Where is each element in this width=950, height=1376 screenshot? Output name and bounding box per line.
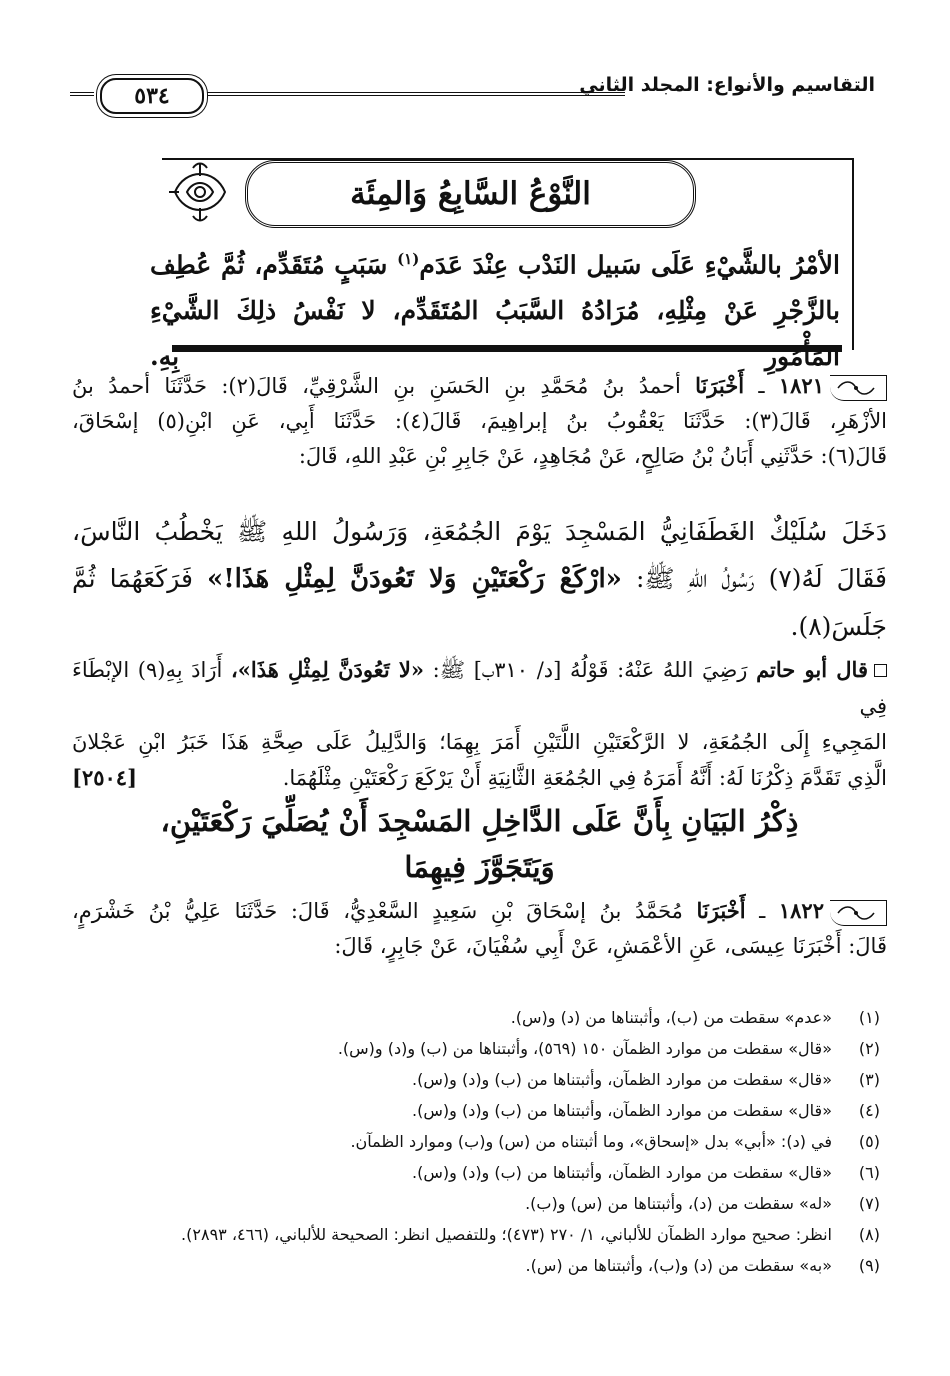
header-title: التقاسيم والأنواع: المجلد الثاني (579, 74, 875, 96)
chapter-text-part: سَبَبٍ مُتَقَدِّم، ثُمَّ عُطِف (150, 250, 388, 280)
chapter-text-line-1 (150, 236, 840, 288)
footnote-text: في (د): «أبي» بدل «إسحاق»، وما أثبتناه من (س) و(ب) وموارد الظمآن. (350, 1132, 832, 1151)
chapter-text-line-2: بالزَّجْرِ عَنْ مِثْلِهِ، مُرَادُهُ السَّبَبُ المُتَقَدِّم، لا نَفْسُ ذلِكَ الشَّيْءِ المَأْمُورِ بِهِ. (150, 296, 840, 372)
isnad-line: قَالَ(٦): حَدَّثَنِي أَبَانُ بْنُ صَالِحٍ، عَنْ مُجَاهِدٍ، عَنْ جَابِرِ بْنِ عَبْدِ اللهِ، قَالَ: (298, 444, 887, 468)
prophetic-quote: «ارْكَعْ رَكْعَتَيْنِ وَلا تَعُودَنَّ لِمِثْلِ هَذَا!» (206, 564, 622, 594)
section-title-line-1: ذِكْرُ البَيَانِ بِأَنَّ عَلَى الدَّاخِلِ المَسْجِدَ أَنْ يُصَلِّيَ رَكْعَتَيْنِ، (160, 804, 799, 838)
floral-ornament-icon (165, 158, 235, 226)
isnad-line: ١٨٢٢ ـ أَخْبَرَنَا مُحَمَّدُ بنُ إسْحَاقَ بْنِ سَعِيدٍ السَّعْدِيُّ، قَالَ: حَدَّثَنَا عَلِيُّ بْنُ خَشْرَمٍ، (72, 893, 887, 929)
footnote-number: (٦) (858, 1163, 880, 1182)
footnote-number: (٣) (858, 1070, 880, 1089)
section-title (72, 798, 887, 890)
footnote-number: (٢) (858, 1039, 880, 1058)
footnote-text: «قال» سقطت من موارد الظمآن، وأثبتناها من (ب) و(د) و(س). (412, 1101, 832, 1120)
isnad-line: ١٨٢١ ـ أَخْبَرَنَا أحمدُ بنُ مُحَمَّدِ بنِ الحَسَنِ بنِ الشَّرْقِيِّ، قَالَ(٢): حَدَّثَنَا أحمدُ بنُ (72, 368, 887, 404)
chapter-text-part: الأمْرُ بالشَّيْءِ عَلَى سَبيل النَدْب عِنْدَ عَدَم (419, 250, 840, 280)
hadith-keyword: أَخْبَرَنَا (696, 898, 746, 923)
footnote-text: انظر: صحيح موارد الظمآن للألباني، ١/ ٢٧٠ (٤٧٣)؛ وللتفصيل انظر: الصحيحة للألباني، (٤٦٦، ٢٨٩٣). (181, 1225, 832, 1244)
hadith-number: ١٨٢٢ (778, 898, 824, 923)
footnote-number: (٧) (858, 1194, 880, 1213)
footnote-number: (٥) (858, 1132, 880, 1151)
commentary-text: رَضِيَ اللهُ عَنْهُ: قَوْلُهُ [د/ ٣١٠ب] ﷺ: (432, 658, 748, 682)
footnote-item (65, 1064, 880, 1095)
footnote-text: «به» سقطت من (د) و(ب)، وأثبتناها من (س). (525, 1256, 832, 1275)
matn-text: فَقَالَ لَهُ(٧) رَسُولُ اللهِ ﷺ: (635, 564, 887, 593)
footnote-item (65, 1219, 880, 1250)
commentary-line (72, 760, 887, 796)
chapter-title: النَّوْعُ السَّابِعُ وَالمِئَة (245, 160, 696, 228)
hadith-number: ١٨٢١ (778, 373, 824, 398)
hadith-marker-icon (830, 900, 887, 926)
chapter-text (150, 236, 840, 380)
footnote-text: «قال» سقطت من موارد الظمآن ١٥٠ (٥٦٩)، وأثبتناها من (ب) و(د) و(س). (337, 1039, 832, 1058)
footnote-number: (٨) (858, 1225, 880, 1244)
hadith-marker-icon (830, 375, 887, 401)
header-rule-left (70, 92, 94, 96)
footnote-item (65, 1188, 880, 1219)
commentary-line (72, 652, 887, 724)
isnad-line: الأزْهَرِ، قَالَ(٣): حَدَّثَنَا يَعْقُوبُ بنُ إبراهِيمَ، قَالَ(٤): حَدَّثَنَا أَبِي، عَنِ ابْنِ(٥) إسْحَاقَ، (72, 409, 887, 433)
page-number: ٥٣٤ (100, 78, 204, 114)
hadith-isnad-1822 (72, 893, 887, 964)
footnote-item (65, 1157, 880, 1188)
footnote-marker: (١) (397, 250, 420, 268)
isnad-text: مُحَمَّدُ بنُ إسْحَاقَ بْنِ سَعِيدٍ السَّعْدِيُّ، قَالَ: حَدَّثَنَا عَلِيُّ بْنُ خَشْرَمٍ، (72, 899, 683, 923)
footnote-item (65, 1126, 880, 1157)
matn-line: دَخَلَ سُلَيْكٌ الغَطَفَانِيُّ المَسْجِدَ يَوْمَ الجُمُعَةِ، وَرَسُولُ اللهِ ﷺ يَخْطُبُ النَّاسَ، (72, 517, 887, 546)
matn-text: فَرَكَعَهُمَا ثُمَّ (72, 564, 193, 593)
header-rule (205, 92, 625, 96)
hadith-keyword: أَخْبَرَنَا (695, 373, 745, 398)
running-header (70, 70, 875, 109)
commentary (72, 652, 887, 796)
isnad-text: أحمدُ بنُ مُحَمَّدِ بنِ الحَسَنِ بنِ الشَّرْقِيِّ، قَالَ(٢): حَدَّثَنَا أحمدُ بنُ (72, 374, 681, 398)
hadith-matn-1821 (72, 508, 887, 650)
footnote-number: (٤) (858, 1101, 880, 1120)
footnote-number: (٩) (858, 1256, 880, 1275)
cross-reference: [٢٥٠٤] (72, 765, 137, 790)
footnote-item (65, 1033, 880, 1064)
matn-line: جَلَسَ(٨). (790, 612, 887, 641)
commentary-text: أَرَادَ بِهِ(٩) الإبْطَاءَ فِي (72, 658, 887, 718)
footnote-item (65, 1095, 880, 1126)
footnote-text: «قال» سقطت من موارد الظمآن، وأثبتناها من (ب) و(د) و(س). (412, 1163, 832, 1182)
footnote-number: (١) (858, 1008, 880, 1027)
footnote-item (65, 1250, 880, 1281)
footnotes (65, 1002, 880, 1281)
footnote-text: «قال» سقطت من موارد الظمآن، وأثبتناها من (ب) و(د) و(س). (412, 1070, 832, 1089)
matn-line (72, 555, 887, 603)
isnad-line: قَالَ: أَخْبَرَنَا عِيسَى، عَنِ الأعْمَشِ، عَنْ أَبِي سُفْيَانَ، عَنْ جَابِرٍ، قَالَ: (334, 934, 887, 958)
hadith-isnad-1821 (72, 368, 887, 474)
footnote-item (65, 1002, 880, 1033)
square-marker-icon (874, 664, 887, 677)
commentary-text: الَّذِي تَقَدَّمَ ذِكْرُنَا لَهُ: أَنَّهُ أَمَرَهُ فِي الجُمُعَةِ الثَّانِيَةِ أَنْ يَرْكَعَ رَكْعَتَيْنِ مِثْلَهُمَا. (282, 766, 887, 790)
commentary-line: المَجِيءِ إِلَى الجُمُعَةِ، لا الرَّكْعَتَيْنِ اللَّتَيْنِ أَمَرَ بِهِمَا؛ وَالدَّلِيلُ عَلَى صِحَّةِ هَذَا خَبَرُ ابْنِ عَجْلانَ (72, 730, 887, 754)
section-title-line-2: وَيَتَجَوَّزَ فِيهِمَا (404, 850, 555, 884)
footnote-text: «عدم» سقطت من (ب)، وأثبتناها من (د) و(س). (510, 1008, 832, 1027)
footnote-text: «له» سقطت من (د)، وأثبتناها من (س) و(ب). (525, 1194, 832, 1213)
chapter-bottom-rule (172, 345, 842, 352)
commentary-speaker: قال أبو حاتم (756, 657, 868, 682)
commentary-quote: «لا تَعُودَنَّ لِمِثْلِ هَذَا»، (230, 657, 425, 682)
